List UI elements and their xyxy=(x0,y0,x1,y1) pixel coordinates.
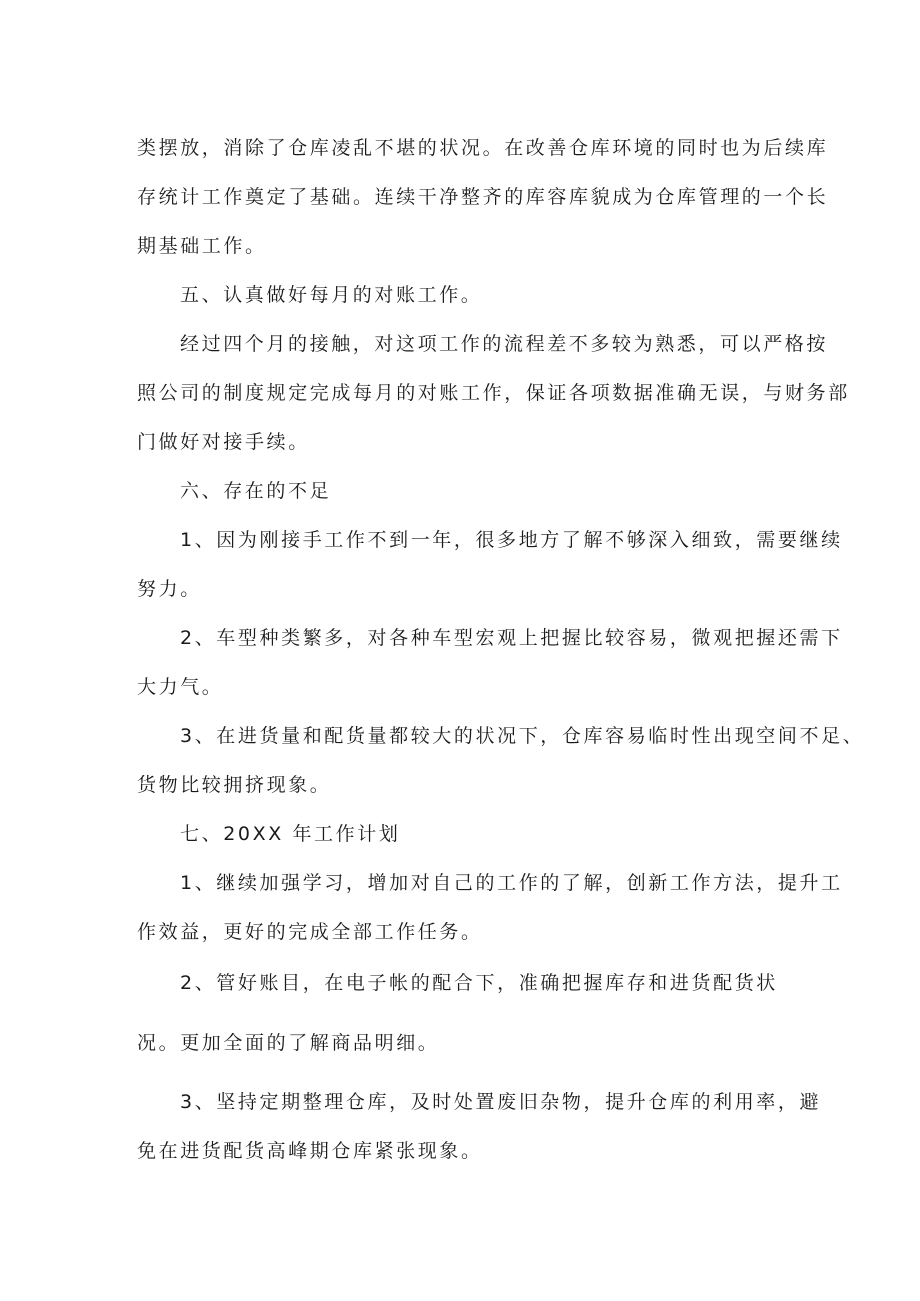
text-line: 期基础工作。 xyxy=(137,235,267,257)
text-line: 况。更加全面的了解商品明细。 xyxy=(137,1032,440,1054)
section-heading: 七、20XX 年工作计划 xyxy=(180,823,401,845)
text-line: 作效益，更好的完成全部工作任务。 xyxy=(137,921,483,943)
text-line: 经过四个月的接触，对这项工作的流程差不多较为熟悉，可以严格按 xyxy=(180,333,829,355)
text-line: 努力。 xyxy=(137,578,202,600)
list-item: 3、坚持定期整理仓库，及时处置废旧杂物，提升仓库的利用率，避 xyxy=(180,1091,822,1113)
section-heading: 五、认真做好每月的对账工作。 xyxy=(180,284,483,306)
list-item: 2、管好账目，在电子帐的配合下，准确把握库存和进货配货状 xyxy=(180,972,778,994)
text-line: 门做好对接手续。 xyxy=(137,431,310,453)
text-line: 类摆放，消除了仓库凌乱不堪的状况。在改善仓库环境的同时也为后续库 xyxy=(137,137,829,159)
text-line: 存统计工作奠定了基础。连续干净整齐的库容库貌成为仓库管理的一个长 xyxy=(137,186,829,208)
section-heading: 六、存在的不足 xyxy=(180,480,332,502)
list-item: 3、在进货量和配货量都较大的状况下，仓库容易临时性出现空间不足、 xyxy=(180,725,865,747)
text-line: 免在进货配货高峰期仓库紧张现象。 xyxy=(137,1140,483,1162)
list-item: 1、因为刚接手工作不到一年，很多地方了解不够深入细致，需要继续 xyxy=(180,529,843,551)
list-item: 2、车型种类繁多，对各种车型宏观上把握比较容易，微观把握还需下 xyxy=(180,627,843,649)
text-line: 货物比较拥挤现象。 xyxy=(137,774,332,796)
list-item: 1、继续加强学习，增加对自己的工作的了解，创新工作方法，提升工 xyxy=(180,872,843,894)
text-line: 大力气。 xyxy=(137,676,224,698)
text-line: 照公司的制度规定完成每月的对账工作，保证各项数据准确无误，与财务部 xyxy=(137,382,850,404)
